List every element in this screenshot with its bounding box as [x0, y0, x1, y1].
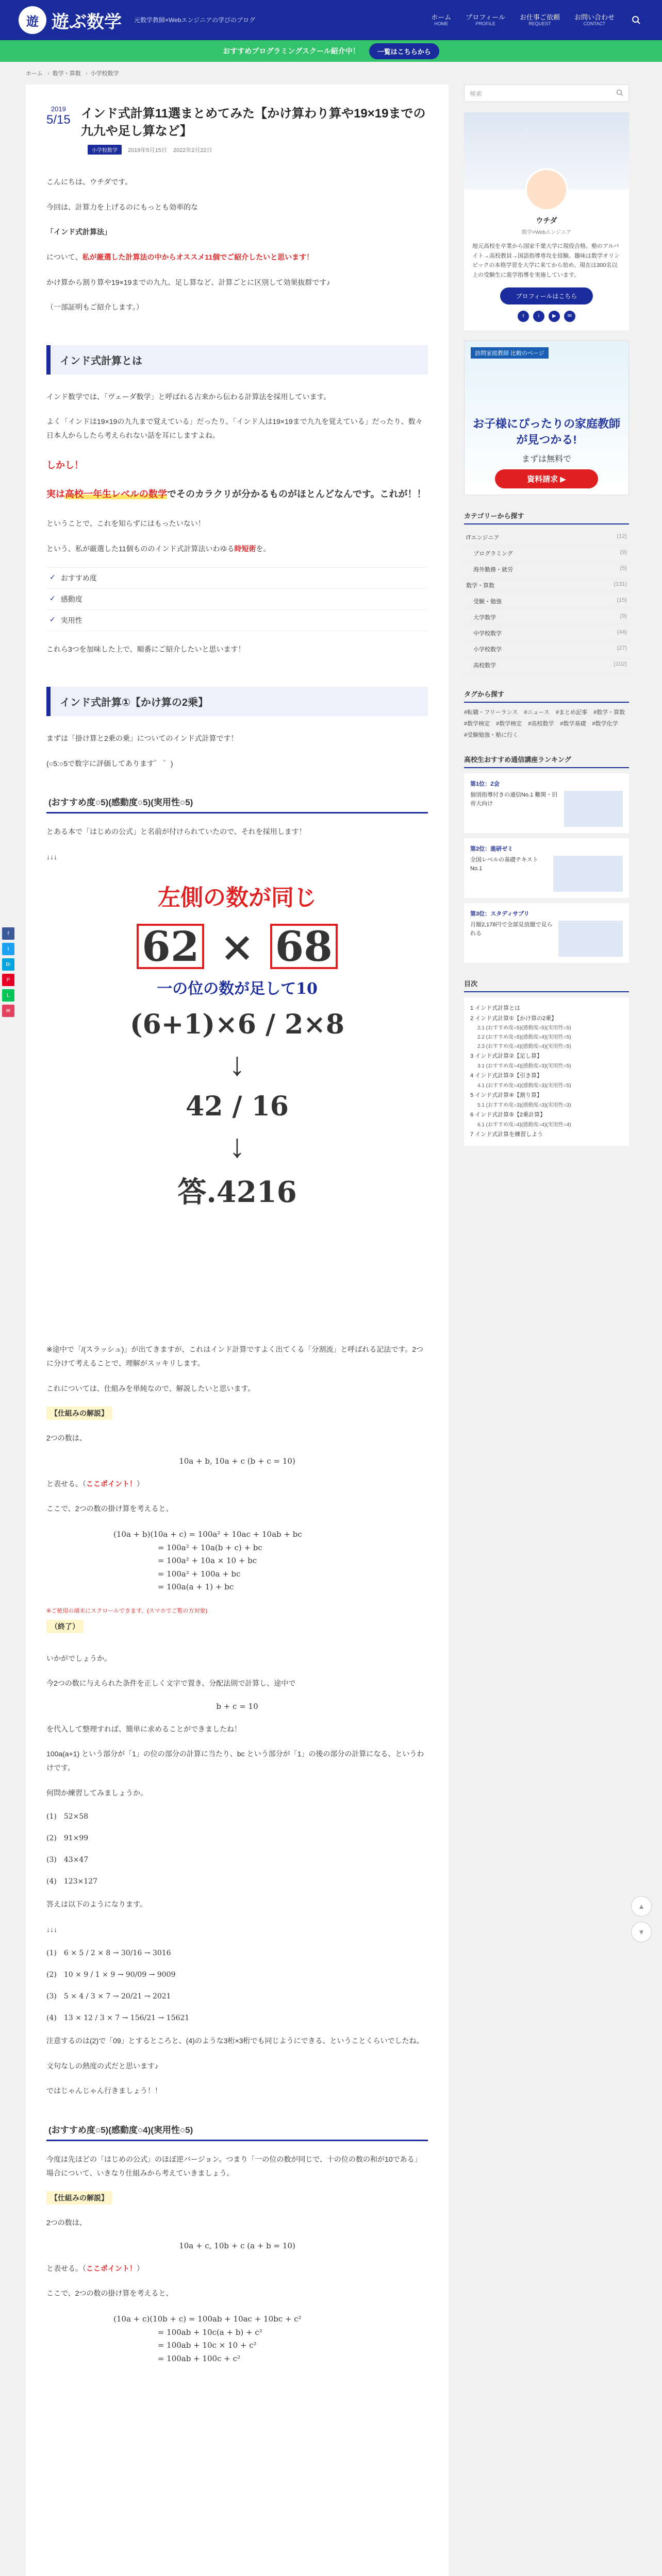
para-12: と表せる。（ここポイント！） — [46, 1479, 144, 1488]
arrows: ↓↓↓ — [46, 852, 57, 861]
profile-button[interactable]: プロフィールはこちら — [500, 287, 593, 304]
emphasis-shocking: しかし！ — [46, 460, 84, 470]
tag-link[interactable]: #数学化学 — [592, 720, 618, 727]
ranking-thumbnail — [553, 856, 623, 892]
sidebar-search-input[interactable]: 検索 — [464, 84, 629, 102]
site-header — [0, 0, 662, 40]
search-icon[interactable] — [616, 89, 623, 98]
published-date: 2019年5月15日 — [128, 147, 167, 154]
para-17: 100a(a+1) という部分が「1」の位の部分の計算に当たり、bc という部分が「1」の後の部分の計算になる、というわけです。 — [46, 1750, 424, 1772]
logo-icon: 遊 — [19, 6, 46, 34]
para-5: これら3つを加味した上で、順番にご紹介したいと思います！ — [46, 645, 245, 653]
floating-buttons — [631, 1896, 652, 1942]
breadcrumb-category[interactable]: › 数学・算数 — [44, 71, 81, 77]
practice-item: (3) 43×47 — [46, 1856, 89, 1865]
formula-3: 10a + c, 10b + c (a + b = 10) — [179, 2241, 295, 2250]
answer-item: (4) 13 × 12 / 3 × 7 → 156/21 → 15621 — [46, 2014, 190, 2023]
share-buttons — [2, 927, 14, 1017]
avatar — [525, 168, 568, 211]
check-icon: ✓ — [49, 594, 56, 602]
table-of-contents — [464, 997, 629, 1146]
nav-contact[interactable]: お問い合わせ CONTACT — [574, 13, 615, 27]
toc-item[interactable]: 3 インド式計算②【足し算】 — [470, 1053, 543, 1060]
promo-bar — [0, 40, 662, 62]
ad-banner[interactable] — [464, 341, 629, 495]
category-item[interactable]: 受験・勉強 (15) — [464, 594, 629, 609]
para-19: 答えは以下のようになります。 — [46, 1900, 147, 1909]
breadcrumb-home[interactable]: ホーム — [26, 71, 43, 77]
nav-request[interactable]: お仕事ご依頼 REQUEST — [519, 13, 560, 27]
practice-item: (1) 52×58 — [46, 1812, 89, 1821]
arrow-down-icon: ↓ — [229, 1045, 245, 1083]
toc-item[interactable]: 4 インド式計算③【引き算】 — [470, 1073, 543, 1079]
ad-subline: まずは無料で — [521, 454, 571, 464]
profile-description: 地元高校を卒業から国家千葉大学に現役合格。塾のアルバイト→高校教員→国語指導専攻を経験。趣味は数学オリンピックの本格学習を大学に来てから始め、現在は300名以上の受験生に進学指導を実施しています。 — [472, 243, 620, 279]
para-21: 文句なしの熱度の式だと思います♪ — [46, 2061, 158, 2070]
intro-2: 今回は、計算力を上げるのにもっとも効率的な — [46, 202, 198, 211]
subsection-heading-1: (おすすめ度○5)(感動度○5)(実用性○5) — [46, 791, 428, 814]
twitter-icon[interactable]: t — [2, 943, 14, 955]
category-item[interactable]: 海外勤務・就労 (5) — [464, 562, 629, 578]
profile-role: 数学×Webエンジニア — [522, 230, 571, 235]
category-item[interactable]: 小学校数学 (27) — [464, 641, 629, 657]
toc-item[interactable]: 2.3 (おすすめ度○4)(感動度○4)(実用性○5) — [477, 1044, 571, 1050]
para-26: ここで、2つの数の掛け算を考えると、 — [46, 2289, 173, 2298]
practice-item: (4) 123×127 — [46, 1877, 98, 1886]
profile-cover — [464, 112, 629, 190]
pinterest-icon[interactable]: P — [2, 974, 14, 986]
scroll-top-icon[interactable]: ▲ — [631, 1896, 652, 1917]
tag-link[interactable]: #受験勉強・塾に行く — [464, 732, 519, 738]
post-title: インド式計算11選まとめてみた【かけ算わり算や19×19までの九九や足し算など】 — [80, 107, 426, 138]
tag-link[interactable]: #転職・フリーランス — [464, 709, 518, 716]
breadcrumb — [0, 62, 662, 84]
intro-3: 「インド式計算法」 — [46, 228, 111, 236]
end-marker: （終了） — [46, 1620, 84, 1633]
line-icon[interactable]: L — [2, 989, 14, 1002]
para-4: という、私が厳選した11個もののインド式計算法いわゆる時短術を。 — [46, 544, 271, 553]
ranking-thumbnail — [558, 921, 623, 957]
ranking-title: 高校生おすすめ通信講座ランキング — [464, 754, 629, 768]
nav-profile[interactable]: プロフィール PROFILE — [466, 13, 505, 27]
para-2: よく「インドは19×19の九九まで覚えている」だったり、「インド人は19×19まで九九を覚えている」だったり、数々日本人からしたら考えられない話を耳にしますよね。 — [46, 417, 423, 439]
youtube-icon[interactable]: ▶ — [549, 311, 560, 322]
mechanism-heading: 【仕組みの解説】 — [46, 1406, 112, 1420]
toc-item[interactable]: 2 インド式計算①【かけ算の2乗】 — [470, 1015, 557, 1022]
updated-date: 2022年2月22日 — [173, 147, 212, 154]
global-nav — [431, 13, 643, 27]
toc-item[interactable]: 6 インド式計算⑤【2乗計算】 — [470, 1111, 546, 1118]
tag-link[interactable]: #ニュース — [524, 709, 550, 716]
toc-item[interactable]: 2.2 (おすすめ度○5)(感動度○4)(実用性○5) — [477, 1035, 571, 1041]
breadcrumb-subcategory[interactable]: › 小学校数学 — [82, 71, 119, 77]
site-logo[interactable] — [19, 6, 122, 34]
scroll-note: ※ご使用の端末にスクロールできます。(スマホでご覧の方対象) — [46, 1607, 208, 1614]
practice-item: (2) 91×99 — [46, 1834, 89, 1843]
category-item[interactable]: 中学校数学 (44) — [464, 625, 629, 641]
illus-answer: 答.4216 — [177, 1175, 297, 1210]
search-icon[interactable] — [629, 13, 643, 27]
para-3: ということで、これを知らずにはもったいない！ — [46, 519, 205, 528]
sidebar — [464, 84, 629, 1146]
toc-item[interactable]: 1 インド式計算とは — [470, 1005, 521, 1011]
derivation-2: (10a + c)(10b + c) = 100ab + 10ac + 10bc + c² = 100ab + 10c(a + b) + c² = 100ab + 10c × 10 + c² = 100ab + 100c + c² — [113, 2314, 302, 2363]
logo-text: 遊ぶ数学 — [52, 11, 122, 32]
ranking-item[interactable]: 第3位：スタディサプリ 月額2,178円で全部見放題で見られる — [464, 903, 629, 963]
toc-item[interactable]: 4.1 (おすすめ度○4)(感動度○3)(実用性○5) — [477, 1082, 571, 1089]
para-10: これについては、仕組みを単純なので、解説したいと思います。 — [46, 1384, 255, 1393]
toc-item[interactable]: 6.1 (おすすめ度○4)(感動度○4)(実用性○4) — [477, 1122, 571, 1128]
ad-button[interactable]: 資料請求 ▶ — [495, 469, 598, 488]
derivation-1: (10a + b)(10a + c) = 100a² + 10ac + 10ab + bc = 100a² + 10a(b + c) + bc = 100a² + 10a × 10 + bc = 100a² + 100a + bc = 100a(a + 1) + bc — [113, 1530, 302, 1592]
pocket-icon[interactable]: ✉ — [2, 1005, 14, 1017]
section-heading-1: インド式計算とは — [46, 345, 428, 375]
para-13: ここで、2つの数の掛け算を考えると、 — [46, 1504, 173, 1513]
category-item[interactable]: 高校数学 (102) — [464, 657, 629, 673]
ad-tag: 訪問家庭教師 比較のページ — [471, 347, 549, 359]
criteria-list — [46, 567, 428, 631]
subsection-heading-2: (おすすめ度○5)(感動度○4)(実用性○5) — [46, 2119, 428, 2141]
check-icon: ✓ — [49, 572, 56, 581]
arrows: ↓↓↓ — [46, 1925, 57, 1934]
twitter-icon[interactable]: t — [518, 311, 529, 322]
para-14: いかがでしょうか。 — [46, 1654, 111, 1663]
category-item[interactable]: ITエンジニア (12) — [464, 530, 629, 546]
emphasis-line: 実は高校一年生レベルの数学でそのカラクリが分かるものがほとんどなんです。これが！！ — [46, 488, 426, 499]
instagram-icon[interactable]: i — [533, 311, 544, 322]
illus-intermediate: 42 / 16 — [186, 1091, 289, 1123]
toc-title: 目次 — [464, 978, 629, 992]
tag-link[interactable]: #数学検定 — [464, 720, 490, 727]
article — [26, 84, 449, 2576]
para-7: (○5:○5で数字に評価してあります゜ ゜) — [46, 759, 173, 768]
post-date-box: 2019 5/15 — [46, 105, 71, 127]
para-16: を代入して整理すれば、簡単に求めることができましたね！ — [46, 1724, 241, 1733]
ad-headline: お子様にぴったりの家庭教師が見つかる! — [472, 417, 620, 446]
hatena-icon[interactable]: B! — [2, 958, 14, 971]
toc-item[interactable]: 3.1 (おすすめ度○4)(感動度○3)(実用性○5) — [477, 1063, 571, 1070]
intro-4: について、私が厳選した計算法の中からオススメ11個でご紹介したいと思います！ — [46, 252, 314, 261]
para-15: 今2つの数に与えられた条件を正しく文字で置き、分配法則で計算し、途中で — [46, 1679, 296, 1688]
profile-social — [472, 311, 621, 322]
post-meta — [88, 145, 428, 155]
illus-title: 左側の数が同じ — [158, 885, 317, 911]
section-heading-2: インド式計算①【かけ算の2乗】 — [46, 687, 428, 716]
intro-5: かけ算から割り算や19×19までの九九、足し算など、計算ごとに区別して効果抜群です♪ — [46, 278, 330, 286]
ranking-thumbnail — [564, 791, 623, 827]
list-item: ✓ 実用性 — [46, 610, 428, 631]
mechanism-heading: 【仕組みの解説】 — [46, 2191, 112, 2205]
category-item[interactable]: プログラミング (9) — [464, 546, 629, 562]
profile-card — [464, 112, 629, 330]
category-item[interactable]: 数学・算数 (131) — [464, 578, 629, 594]
tag-link[interactable]: #数学基礎 — [560, 720, 586, 727]
profile-name: ウチダ — [536, 216, 557, 225]
toc-item[interactable]: 5.1 (おすすめ度○3)(感動度○3)(実用性○3) — [477, 1102, 571, 1108]
tag-link[interactable]: #数学・算数 — [593, 709, 625, 716]
para-9: ※途中で「/(スラッシュ)」が出てきますが、これはインド計算ですよく出てくる「分割流」と呼ばれる記法です。2つに分けて考えることで、理解がスッキリします。 — [46, 1345, 424, 1368]
category-title: カテゴリーから探す — [464, 511, 629, 524]
para-24: 2つの数は、 — [46, 2218, 87, 2227]
multiplication-illustration — [82, 879, 392, 1327]
tag-link[interactable]: #数学検定 — [496, 720, 522, 727]
illus-note: 一の位の数が足して10 — [157, 980, 318, 998]
ranking-item[interactable]: 第2位：進研ゼミ 全国レベルの基礎テキスト No.1 — [464, 838, 629, 898]
tag-link[interactable]: #まとめ記事 — [555, 709, 588, 716]
tag-link[interactable]: #高校数学 — [528, 720, 554, 727]
para-11: 2つの数は、 — [46, 1434, 87, 1443]
answer-item: (3) 5 × 4 / 3 × 7 → 20/21 → 2021 — [46, 1992, 171, 2001]
list-item: ✓ おすすめ度 — [46, 568, 428, 589]
para-18: 何問か練習してみましょうか。 — [46, 1788, 147, 1797]
nav-home[interactable]: ホーム HOME — [431, 13, 452, 27]
mail-icon[interactable]: ✉ — [564, 311, 575, 322]
para-6: まずは「掛け算と2乗の乗」についてのインド式計算です！ — [46, 734, 238, 743]
tag-title: タグから探す — [464, 689, 629, 703]
list-item: ✓ 感動度 — [46, 589, 428, 610]
formula-2: b + c = 10 — [216, 1701, 258, 1711]
category-list — [464, 530, 629, 673]
toc-item[interactable]: 5 インド式計算④【割り算】 — [470, 1092, 543, 1098]
tag-cloud — [464, 708, 629, 739]
answer-item: (2) 10 × 9 / 1 × 9 → 90/09 → 9009 — [46, 1971, 176, 1979]
site-tagline: 元数学教師×Webエンジニアの学びのブログ — [134, 16, 256, 24]
intro-1: こんにちは、ウチダです。 — [46, 178, 133, 187]
promo-text: おすすめプログラミングスクール紹介中！ — [223, 47, 360, 55]
toc-item[interactable]: 7 インド式計算を練習しよう — [470, 1131, 543, 1138]
para-8: とある本で「はじめの公式」と名前が付けられていたので、それを採用します！ — [46, 827, 306, 836]
answer-item: (1) 6 × 5 / 2 × 8 → 30/16 → 3016 — [46, 1949, 171, 1958]
category-badge[interactable]: 小学校数学 — [88, 145, 122, 155]
illus-expression: (6+1)×6 / 2×8 — [129, 1009, 345, 1041]
para-22: ではじゃんじゃん行きましょう！！ — [46, 2087, 162, 2095]
arrow-down-icon: ↓ — [229, 1127, 245, 1165]
scroll-bottom-icon[interactable]: ▼ — [631, 1922, 652, 1942]
para-25: と表せる。（ここポイント！） — [46, 2264, 144, 2273]
intro-6: （一部証明もご紹介します。） — [46, 303, 143, 312]
formula-1: 10a + b, 10a + c (b + c = 10) — [179, 1456, 295, 1466]
facebook-icon[interactable]: f — [2, 927, 14, 940]
promo-button[interactable]: 一覧はこちらから — [369, 43, 439, 59]
para-1: インド数学では、「ヴェーダ数学」と呼ばれる古来から伝わる計算法を採用しています。 — [46, 392, 331, 401]
ranking-item[interactable]: 第1位：Z会 個別指導付きの通信No.1 難関・旧帝大向け — [464, 773, 629, 833]
illus-operands: 62 × 68 — [82, 922, 392, 971]
check-icon: ✓ — [49, 615, 56, 623]
para-23: 今度は先ほどの「はじめの公式」のほぼ逆バージョン。つまり「一の位の数が同じで、十の位の数の和が10である」場合について、いきなり仕組みから考えていきましょう。 — [46, 2155, 422, 2177]
category-item[interactable]: 大学数学 (9) — [464, 609, 629, 625]
toc-item[interactable]: 2.1 (おすすめ度○5)(感動度○5)(実用性○5) — [477, 1025, 571, 1031]
para-20: 注意するのは(2)で「09」とするところと、(4)のような3桁×3桁でも同じようにできる、ということくらいでしたね。 — [46, 2037, 424, 2045]
